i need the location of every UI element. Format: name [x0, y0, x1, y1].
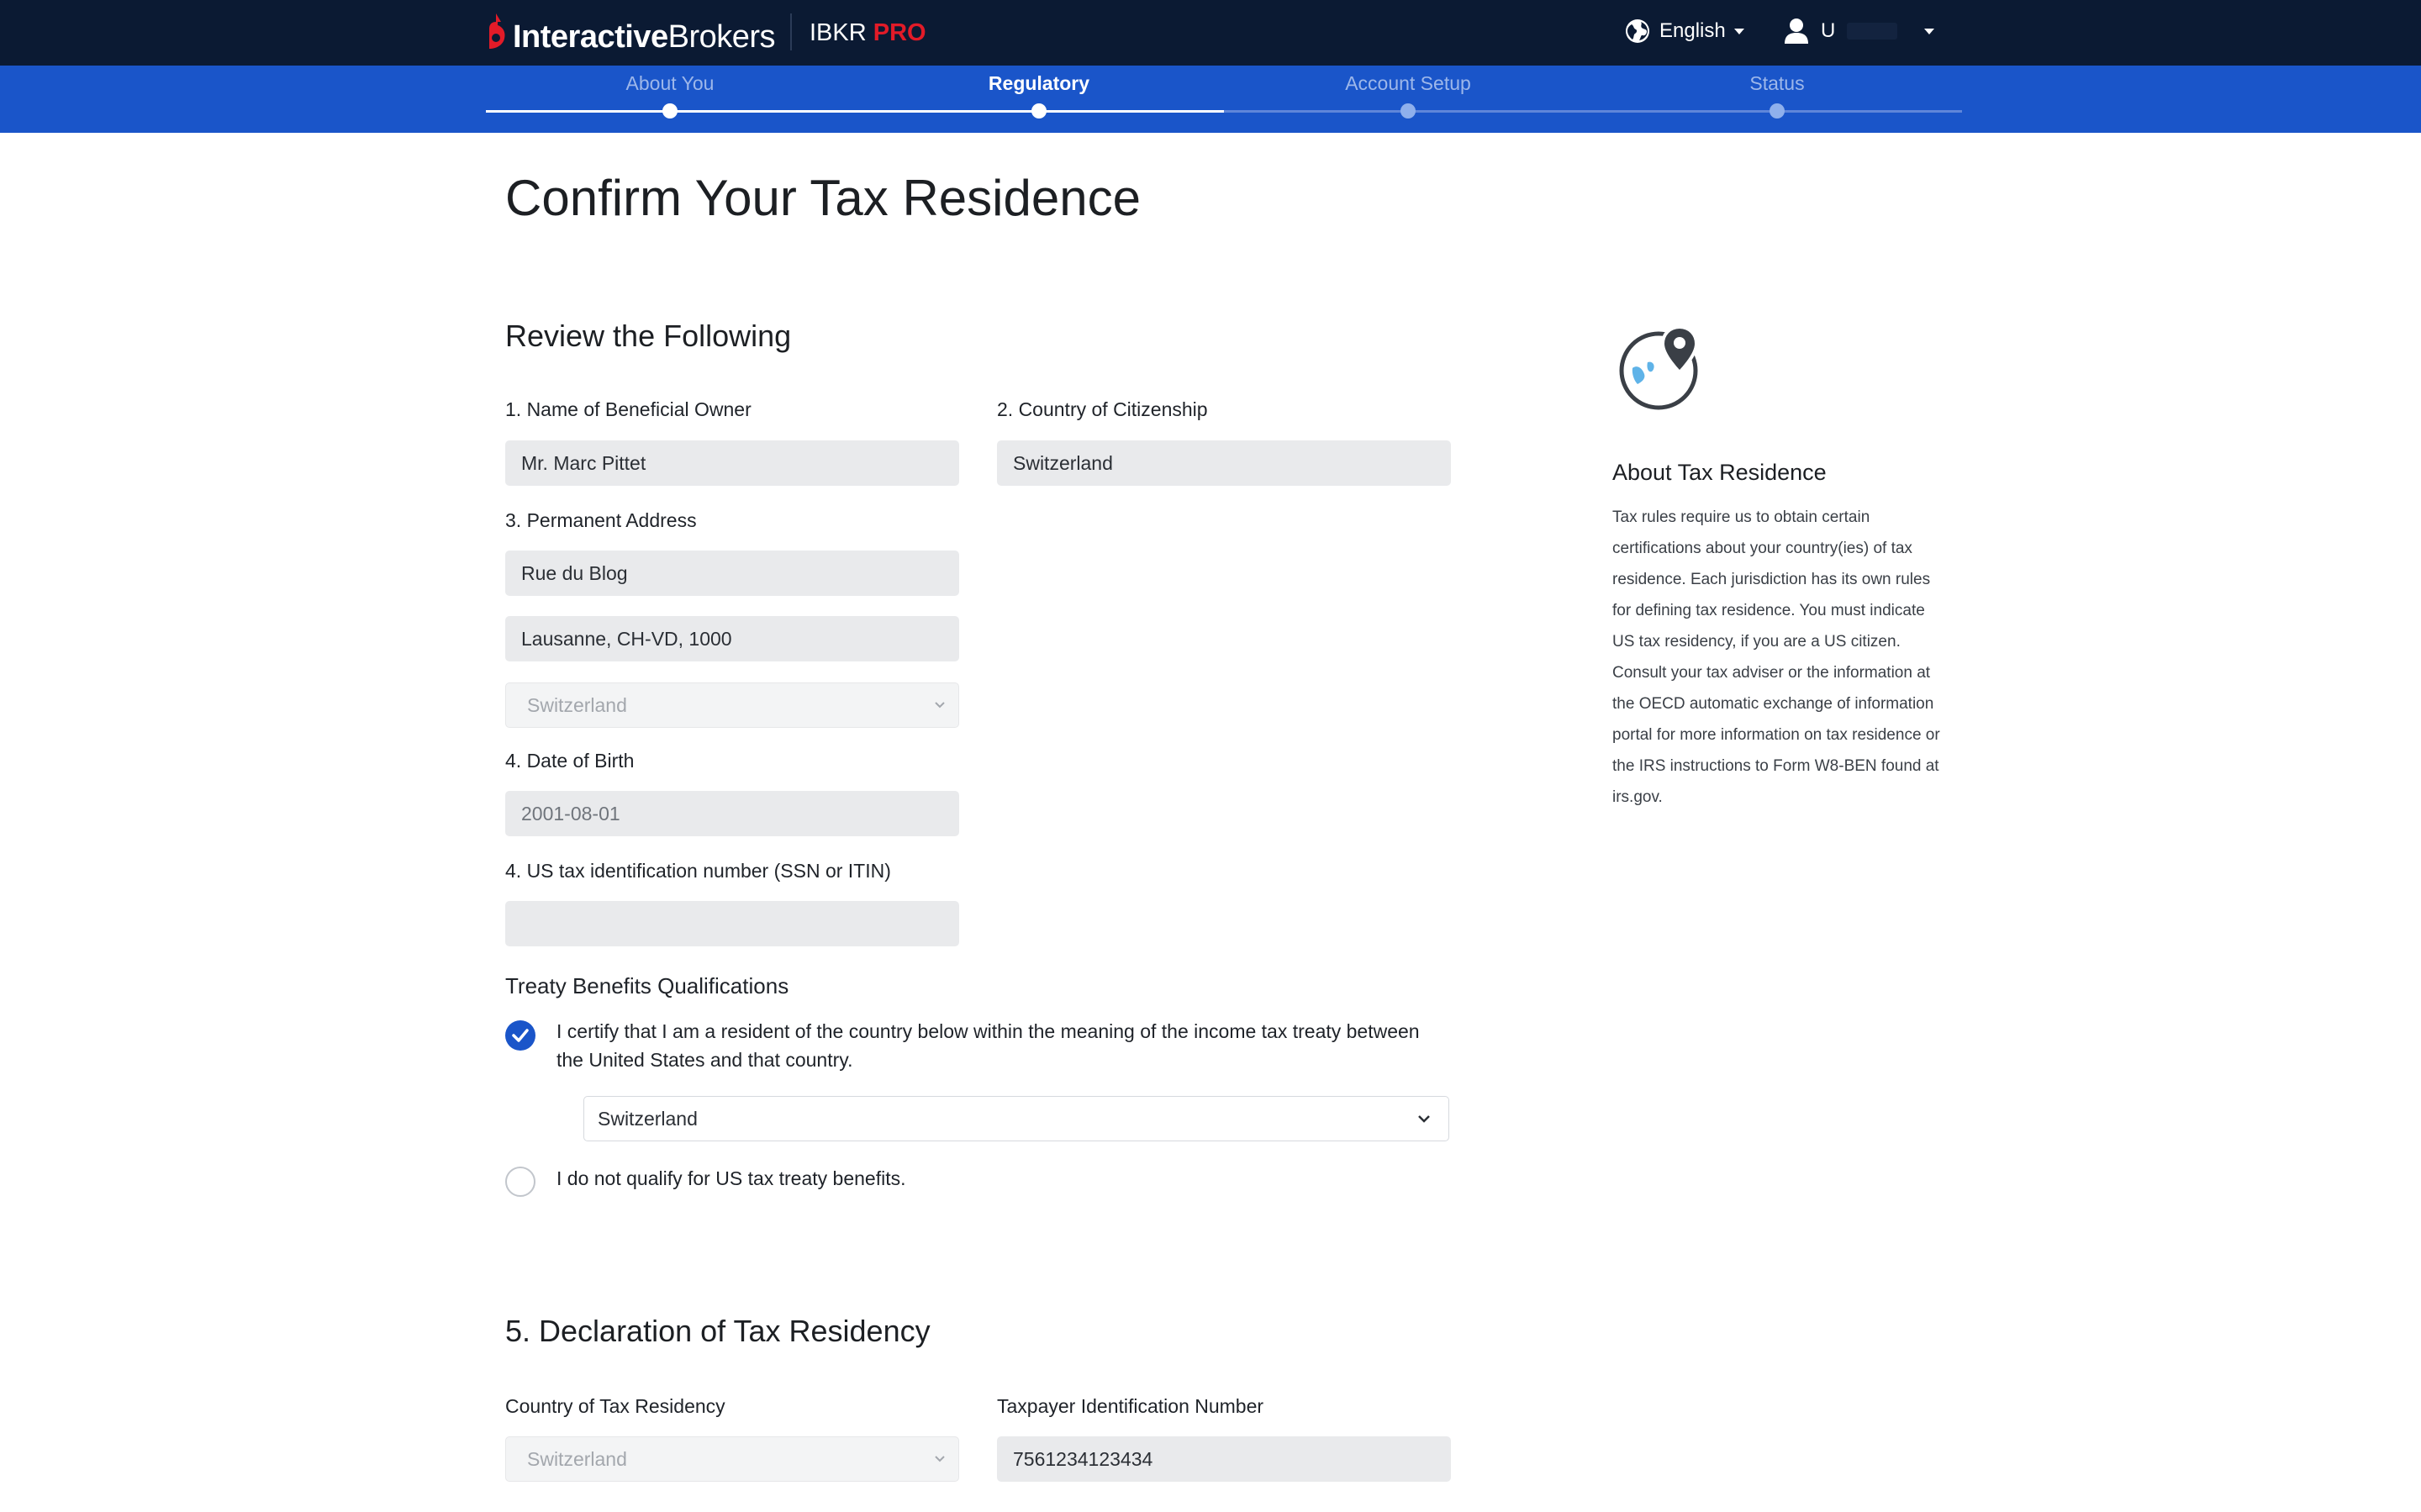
- citizenship-label: 2. Country of Citizenship: [997, 398, 1208, 420]
- chevron-down-icon: [933, 1454, 947, 1464]
- tin-label: Taxpayer Identification Number: [997, 1395, 1264, 1417]
- page-title: Confirm Your Tax Residence: [505, 170, 1141, 226]
- progress-line-remaining: [1224, 110, 1962, 113]
- citizenship-field: Switzerland: [997, 440, 1451, 486]
- treaty-not-qualify-radio[interactable]: [505, 1167, 535, 1197]
- globe-location-pin-icon: [1617, 322, 1710, 414]
- step-dot-regulatory: [1031, 103, 1047, 119]
- brand-logo[interactable]: [513, 18, 775, 55]
- step-dot-about-you: [662, 103, 678, 119]
- tax-country-value: Switzerland: [527, 1448, 627, 1470]
- dob-field: 2001-08-01: [505, 791, 959, 836]
- language-label: English: [1659, 19, 1726, 42]
- username-redacted: [1847, 23, 1897, 40]
- info-title: About Tax Residence: [1612, 460, 1827, 485]
- treaty-section-title: Treaty Benefits Qualifications: [505, 973, 789, 998]
- tin-field[interactable]: 7561234123434: [997, 1436, 1451, 1482]
- step-dot-status: [1770, 103, 1785, 119]
- step-regulatory[interactable]: Regulatory: [988, 72, 1090, 94]
- treaty-country-value: Switzerland: [598, 1108, 698, 1130]
- globe-icon: [1624, 18, 1651, 45]
- chevron-down-icon: [1416, 1113, 1432, 1125]
- address-country-select: [505, 682, 959, 728]
- treaty-certify-checkbox[interactable]: [505, 1020, 535, 1051]
- step-dot-account-setup: [1400, 103, 1416, 119]
- beneficial-owner-label: 1. Name of Beneficial Owner: [505, 398, 752, 420]
- us-tin-field[interactable]: [505, 901, 959, 946]
- user-initial: U: [1821, 19, 1836, 42]
- chevron-down-icon: [1924, 29, 1934, 34]
- checkmark-icon: [505, 1020, 535, 1051]
- permanent-address-label: 3. Permanent Address: [505, 509, 697, 531]
- brand-bold: Interactive: [513, 19, 668, 55]
- address-line1-field: Rue du Blog: [505, 551, 959, 596]
- tax-country-label: Country of Tax Residency: [505, 1395, 725, 1417]
- step-account-setup[interactable]: Account Setup: [1345, 72, 1471, 94]
- product-label: IBKR: [810, 19, 867, 46]
- product-name: [810, 18, 926, 47]
- step-about-you[interactable]: About You: [625, 72, 715, 94]
- user-menu[interactable]: [1784, 15, 1934, 47]
- user-icon: [1784, 18, 1809, 45]
- info-body: Tax rules require us to obtain certain certifications about your country(ies) of tax residence. Each jurisdiction has its own rules for defining tax residence. You must indicate US tax residency, if you are a US citizen. Consult your tax adviser or the information at the OECD automatic exchange of information portal for more information on tax residence or the IRS instructions to Form W8-BEN found at irs.gov.: [1612, 508, 1940, 806]
- beneficial-owner-field: Mr. Marc Pittet: [505, 440, 959, 486]
- ib-logo-icon: [484, 12, 508, 52]
- chevron-down-icon: [933, 700, 947, 710]
- product-tier: PRO: [873, 19, 926, 46]
- logo-divider: [790, 13, 792, 50]
- declaration-section-title: 5. Declaration of Tax Residency: [505, 1314, 931, 1348]
- progress-steps: [0, 66, 2421, 133]
- review-section-title: Review the Following: [505, 319, 792, 353]
- language-selector[interactable]: [1624, 15, 1744, 47]
- top-navigation-bar: [0, 0, 2421, 66]
- dob-label: 4. Date of Birth: [505, 750, 635, 772]
- treaty-country-select[interactable]: [583, 1096, 1449, 1141]
- address-line2-field: Lausanne, CH-VD, 1000: [505, 616, 959, 661]
- brand-rest: Brokers: [667, 19, 776, 55]
- step-status[interactable]: Status: [1749, 72, 1805, 94]
- treaty-not-qualify-text[interactable]: I do not qualify for US tax treaty benefits.: [556, 1167, 906, 1189]
- us-tin-label: 4. US tax identification number (SSN or ITIN): [505, 860, 891, 882]
- address-country-value: Switzerland: [527, 694, 627, 716]
- chevron-down-icon: [1734, 29, 1744, 34]
- progress-line-complete: [486, 110, 1224, 113]
- tax-country-select: [505, 1436, 959, 1482]
- treaty-certify-text[interactable]: I certify that I am a resident of the country below within the meaning of the income tax treaty between the United States and that country.: [556, 1020, 1420, 1071]
